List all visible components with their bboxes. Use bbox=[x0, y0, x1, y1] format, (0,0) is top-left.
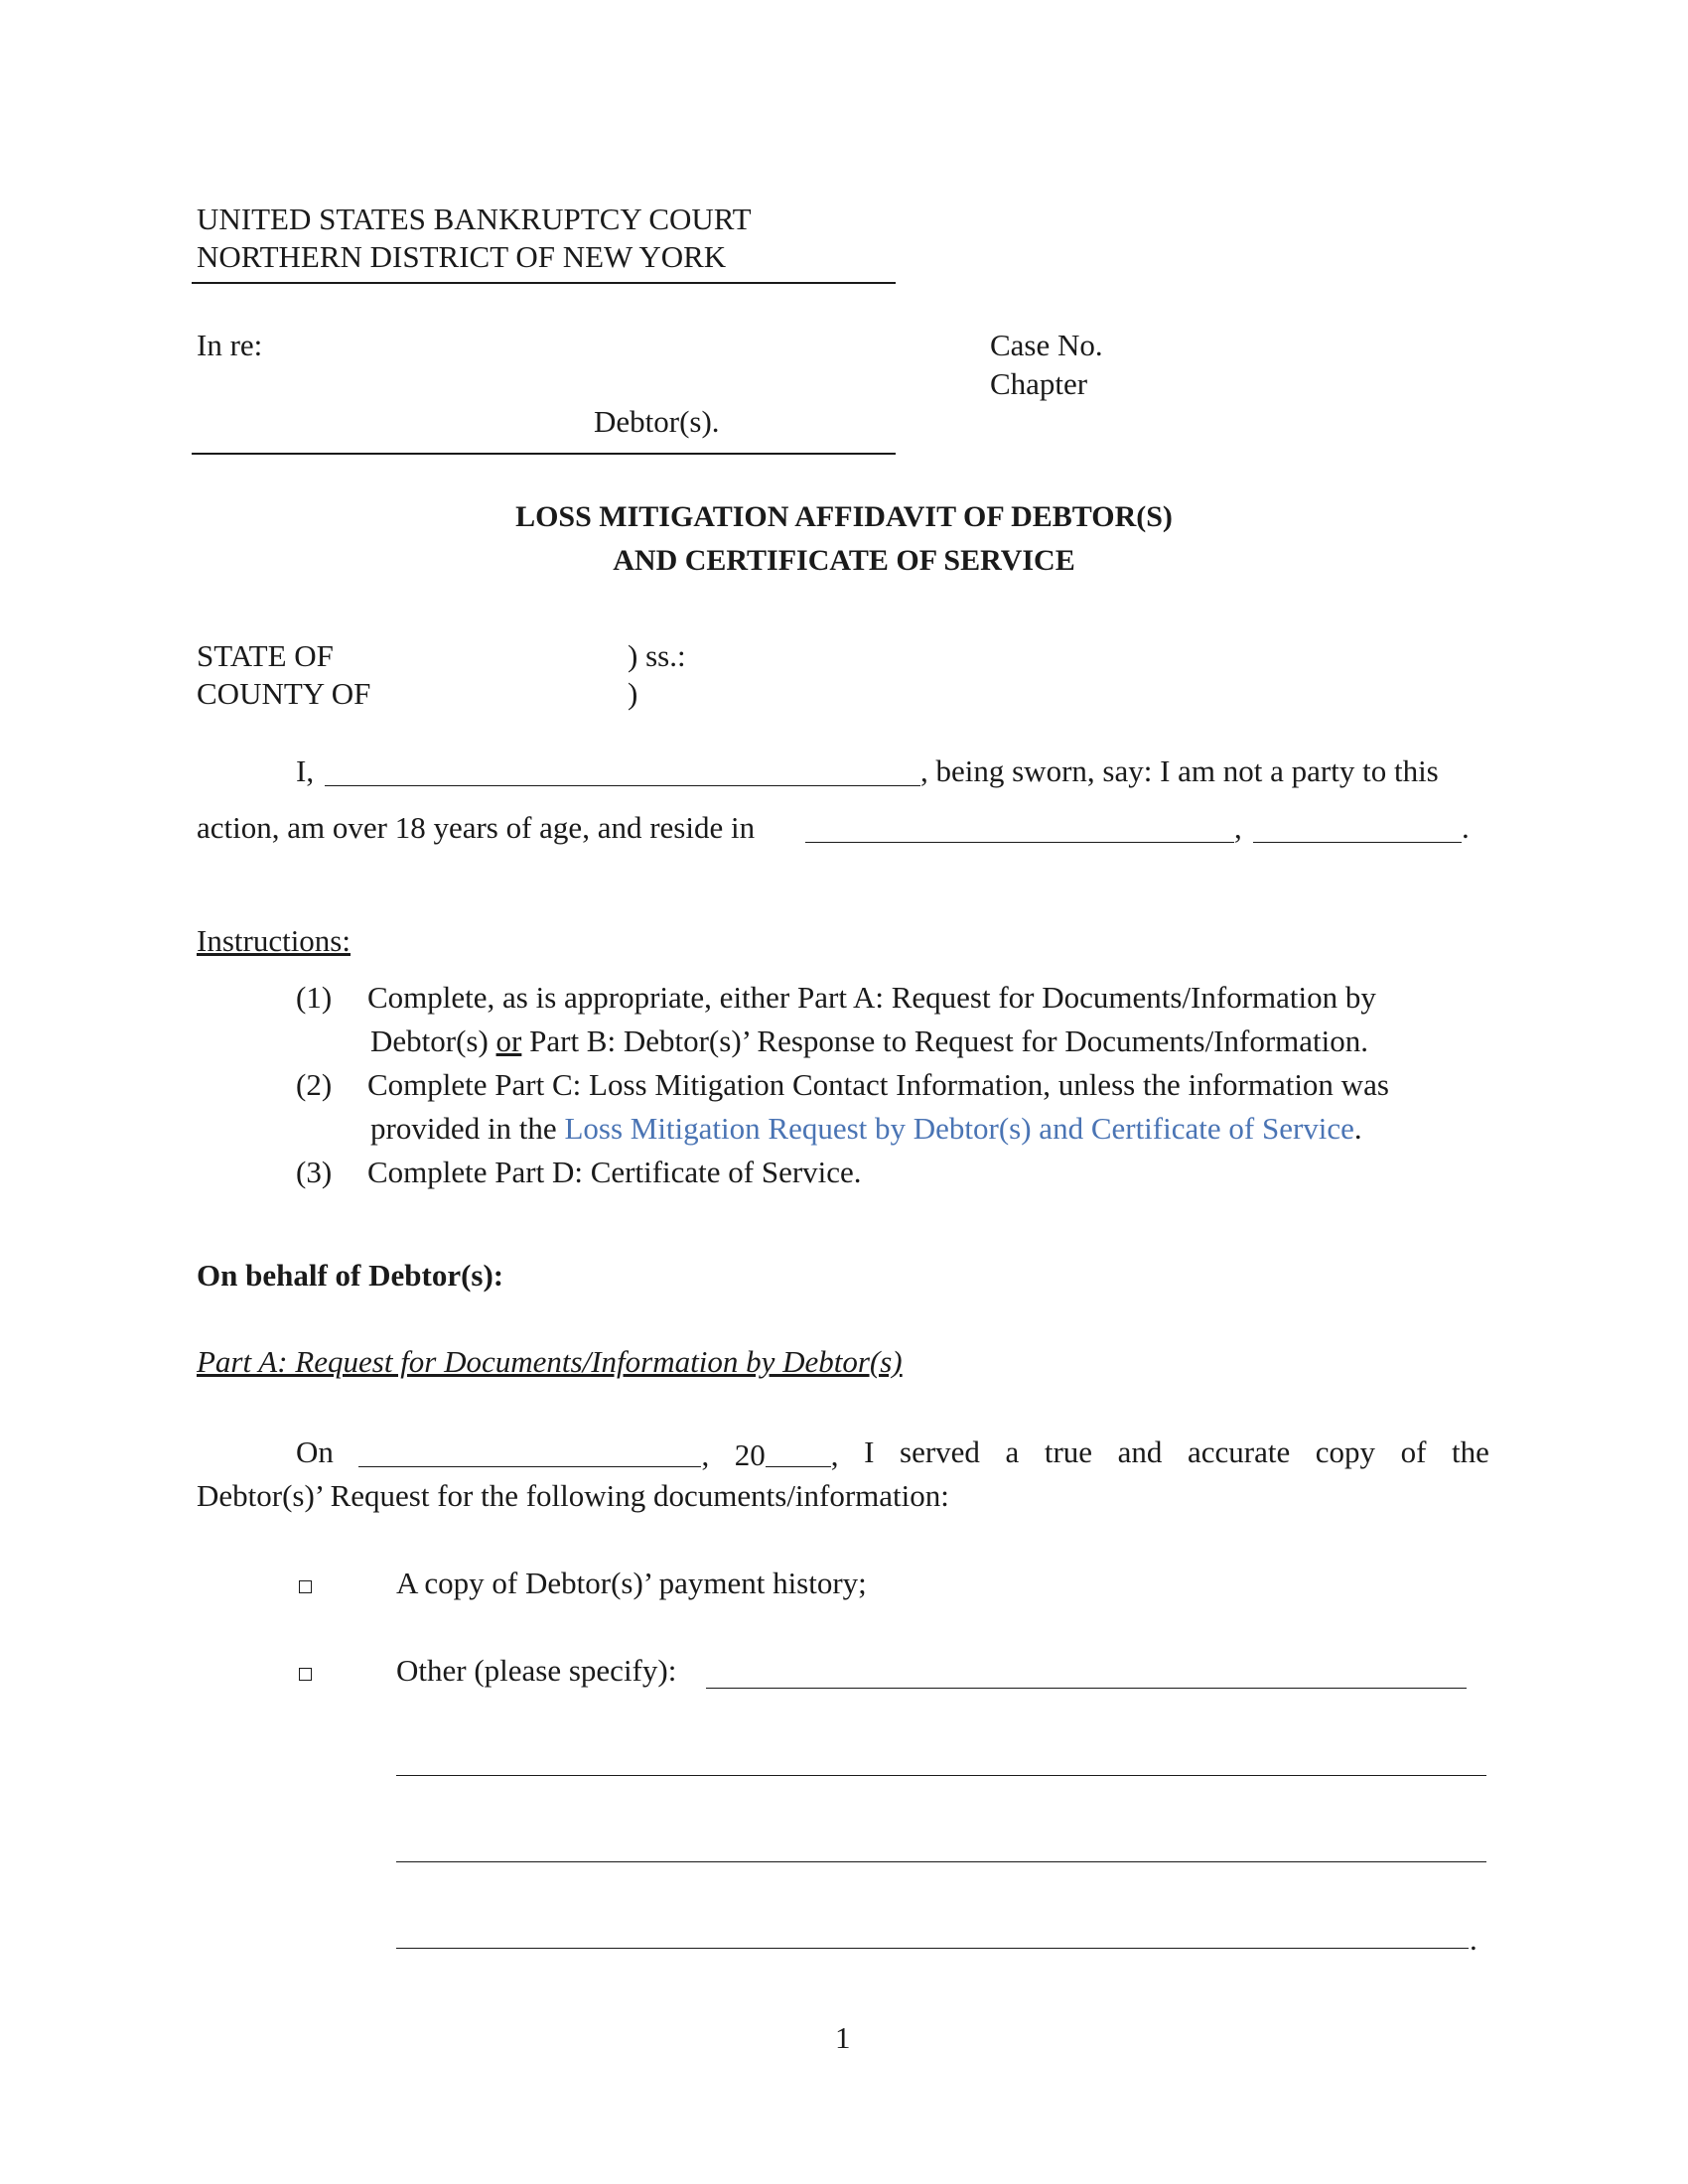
county-of-label: COUNTY OF bbox=[197, 676, 371, 711]
instruction-1-number: (1) bbox=[296, 980, 333, 1015]
oath-sworn-text: , being sworn, say: I am not a party to this bbox=[920, 753, 1439, 788]
court-district: NORTHERN DISTRICT OF NEW YORK bbox=[197, 239, 727, 274]
affiant-name-blank[interactable] bbox=[325, 754, 920, 786]
chapter-label: Chapter bbox=[990, 366, 1088, 401]
other-specify-line-2[interactable] bbox=[396, 1775, 1486, 1776]
case-no-label: Case No. bbox=[990, 328, 1103, 362]
part-a-year-prefix: 20 bbox=[734, 1437, 766, 1472]
state-of-label: STATE OF bbox=[197, 638, 334, 673]
other-checkbox[interactable] bbox=[299, 1668, 312, 1681]
other-specify-line-3[interactable] bbox=[396, 1861, 1486, 1862]
header-rule bbox=[192, 282, 896, 284]
residence-state-blank[interactable] bbox=[1253, 811, 1462, 843]
oath-period: . bbox=[1462, 810, 1470, 845]
service-date-blank[interactable] bbox=[358, 1435, 701, 1467]
venue-paren: ) bbox=[628, 676, 638, 711]
or-emphasis: or bbox=[495, 1024, 522, 1058]
instruction-2-number: (2) bbox=[296, 1067, 333, 1102]
caption-rule bbox=[192, 453, 896, 455]
oath-action-text: action, am over 18 years of age, and reside in bbox=[197, 810, 756, 845]
instruction-2-text-cont: provided in the Loss Mitigation Request by Debtor(s) and Certificate of Service. bbox=[370, 1111, 1362, 1146]
other-specify-line-4[interactable] bbox=[396, 1948, 1469, 1949]
part-a-request-text: Debtor(s)’ Request for the following documents/information: bbox=[197, 1478, 949, 1513]
ss-label: ) ss.: bbox=[628, 638, 686, 673]
other-specify-line-1[interactable] bbox=[706, 1688, 1467, 1689]
document-title-line2: AND CERTIFICATE OF SERVICE bbox=[613, 544, 1075, 577]
loss-mitigation-request-link[interactable]: Loss Mitigation Request by Debtor(s) and Certificate of Service bbox=[564, 1111, 1354, 1146]
debtors-label: Debtor(s). bbox=[594, 404, 720, 439]
oath-i: I, bbox=[296, 753, 315, 788]
payment-history-checkbox[interactable] bbox=[299, 1580, 312, 1593]
document-title-line1: LOSS MITIGATION AFFIDAVIT OF DEBTOR(S) bbox=[515, 500, 1173, 533]
other-specify-period: . bbox=[1470, 1922, 1477, 1957]
instruction-3-text: Complete Part D: Certificate of Service. bbox=[367, 1155, 862, 1189]
instruction-2-text: Complete Part C: Loss Mitigation Contact Information, unless the information was bbox=[367, 1067, 1389, 1102]
instructions-heading: Instructions: bbox=[197, 923, 351, 958]
instruction-3-number: (3) bbox=[296, 1155, 333, 1189]
instruction-1-text: Complete, as is appropriate, either Part A: Request for Documents/Information by bbox=[367, 980, 1376, 1015]
part-a-on: On bbox=[296, 1434, 334, 1469]
part-a-heading: Part A: Request for Documents/Information by Debtor(s) bbox=[197, 1344, 903, 1379]
court-name: UNITED STATES BANKRUPTCY COURT bbox=[197, 202, 752, 236]
payment-history-label: A copy of Debtor(s)’ payment history; bbox=[396, 1566, 867, 1600]
other-label: Other (please specify): bbox=[396, 1653, 677, 1688]
oath-comma: , bbox=[1234, 810, 1242, 845]
instruction-1-text-cont: Debtor(s) or Part B: Debtor(s)’ Response to Request for Documents/Information. bbox=[370, 1024, 1368, 1058]
part-a-service-line: On , 20 , I served a true and accurate copy of the bbox=[296, 1433, 1489, 1475]
page-number: 1 bbox=[835, 2020, 851, 2055]
on-behalf-heading: On behalf of Debtor(s): bbox=[197, 1258, 504, 1293]
residence-city-blank[interactable] bbox=[805, 811, 1234, 843]
in-re-label: In re: bbox=[197, 328, 263, 362]
service-year-blank[interactable] bbox=[766, 1435, 831, 1467]
